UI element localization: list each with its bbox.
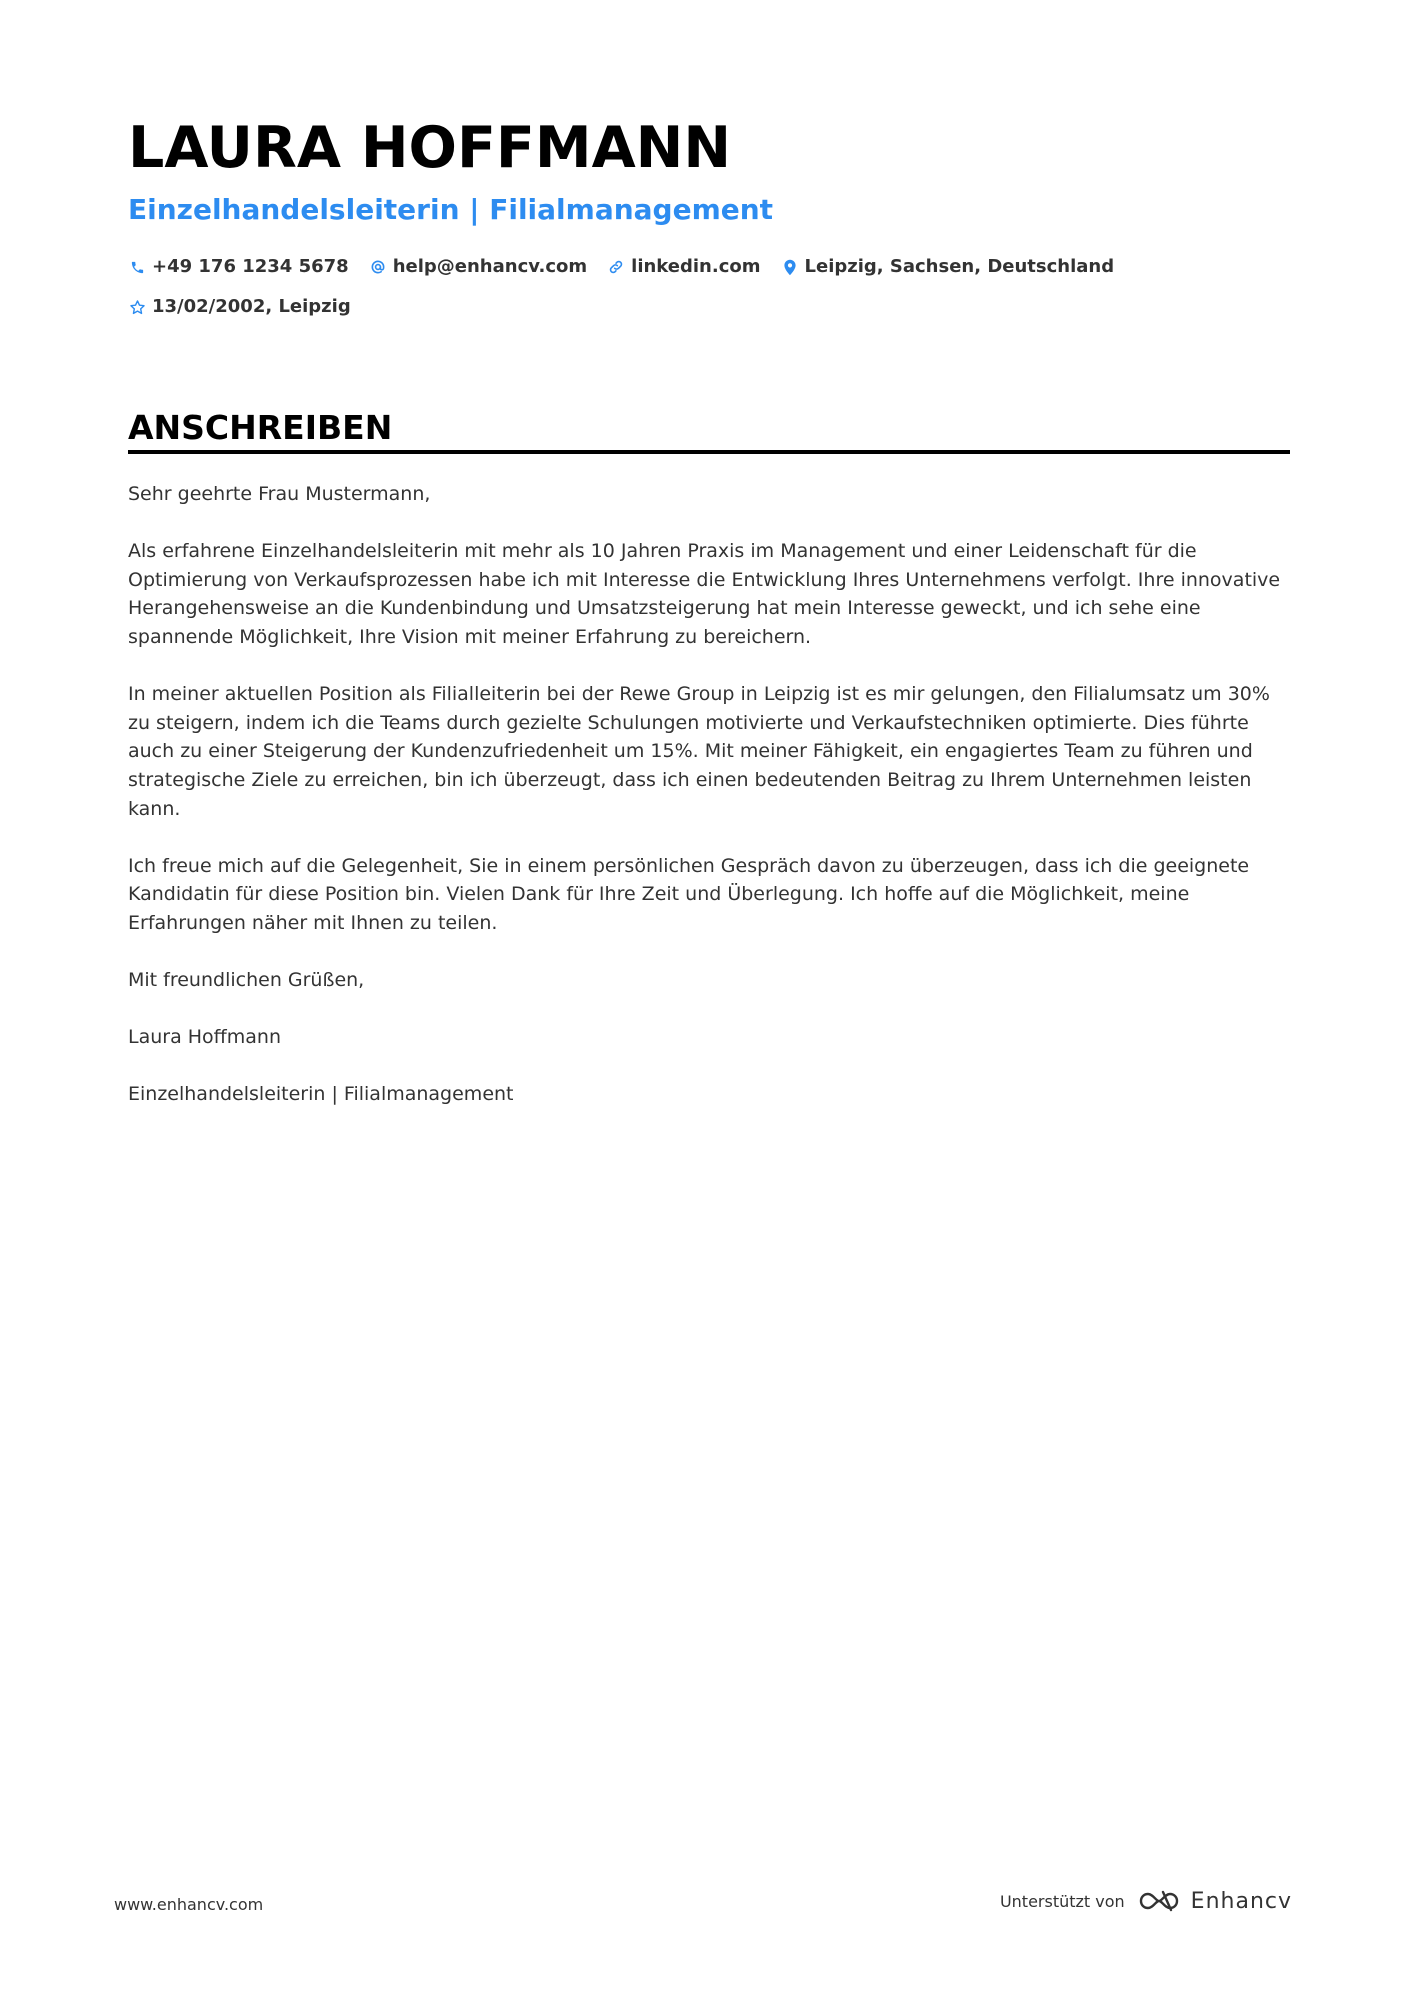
contact-birth	[128, 295, 351, 319]
signature-name: Laura Hoffmann	[128, 1026, 282, 1049]
linkedin-text: linkedin.com	[631, 256, 761, 277]
phone-text: +49 176 1234 5678	[152, 256, 349, 277]
footer-website[interactable]: www.enhancv.com	[114, 1895, 264, 1914]
phone-icon	[128, 258, 146, 276]
contact-row	[128, 255, 1134, 279]
footer-branding[interactable]	[1000, 1888, 1292, 1914]
birth-text: 13/02/2002, Leipzig	[152, 296, 351, 317]
star-icon	[128, 298, 146, 316]
salutation: Sehr geehrte Frau Mustermann,	[128, 483, 431, 505]
at-icon	[369, 258, 387, 276]
contact-phone	[128, 255, 349, 279]
letter-paragraph: Ich freue mich auf die Gelegenheit, Sie in einem persönlichen Gespräch davon zu überzeugen, dass ich die geeignete Kandidatin für diese Position bin. Vielen Dank für Ihre Zeit und Überlegung. Ich hoffe auf die Möglichkeit, meine Erfahrungen näher mit Ihnen zu teilen.	[128, 854, 1250, 934]
contact-row-2	[128, 295, 371, 319]
contact-location	[781, 255, 1115, 279]
link-icon	[607, 258, 625, 276]
contact-linkedin[interactable]	[607, 255, 760, 279]
enhancv-logo-text: Enhancv	[1190, 1888, 1292, 1914]
contact-email[interactable]	[369, 255, 587, 279]
letter-paragraph: Als erfahrene Einzelhandelsleiterin mit mehr als 10 Jahren Praxis im Management und einer Leidenschaft für die Optimierung von Verkaufsprozessen habe ich mit Interesse die Entwicklung Ihres Unternehmens verfolgt. Ihre innovative Herangehensweise an die Kundenbindung und Umsatzsteigerung hat mein Interesse geweckt, und ich sehe eine spannende Möglichkeit, Ihre Vision mit meiner Erfahrung zu bereichern.	[128, 540, 1281, 648]
email-text: help@enhancv.com	[392, 256, 588, 277]
letter-paragraph: In meiner aktuellen Position als Filialleiterin bei der Rewe Group in Leipzig ist es mir gelungen, den Filialumsatz um 30% zu steigern, indem ich die Teams durch gezielte Schulungen motivierte und Verkaufstechniken optimierte. Dies führte auch zu einer Steigerung der Kundenzufriedenheit um 15%. Mit meiner Fähigkeit, ein engagiertes Team zu führen und strategische Ziele zu erreichen, bin ich überzeugt, dass ich einen bedeutenden Beitrag zu Ihrem Unternehmen leisten kann.	[128, 683, 1270, 820]
signature-title: Einzelhandelsleiterin | Filialmanagement	[128, 1083, 514, 1106]
candidate-title: Einzelhandelsleiterin | Filialmanagement	[128, 193, 774, 226]
closing: Mit freundlichen Grüßen,	[128, 969, 365, 992]
location-pin-icon	[781, 258, 799, 276]
powered-by-label: Unterstützt von	[999, 1891, 1125, 1911]
candidate-name: LAURA HOFFMANN	[128, 115, 732, 181]
section-title: ANSCHREIBEN	[128, 408, 393, 447]
location-text: Leipzig, Sachsen, Deutschland	[804, 256, 1115, 277]
enhancv-logo-icon	[1137, 1888, 1181, 1914]
section-divider	[128, 450, 1290, 454]
cover-letter-body	[128, 480, 1296, 1138]
